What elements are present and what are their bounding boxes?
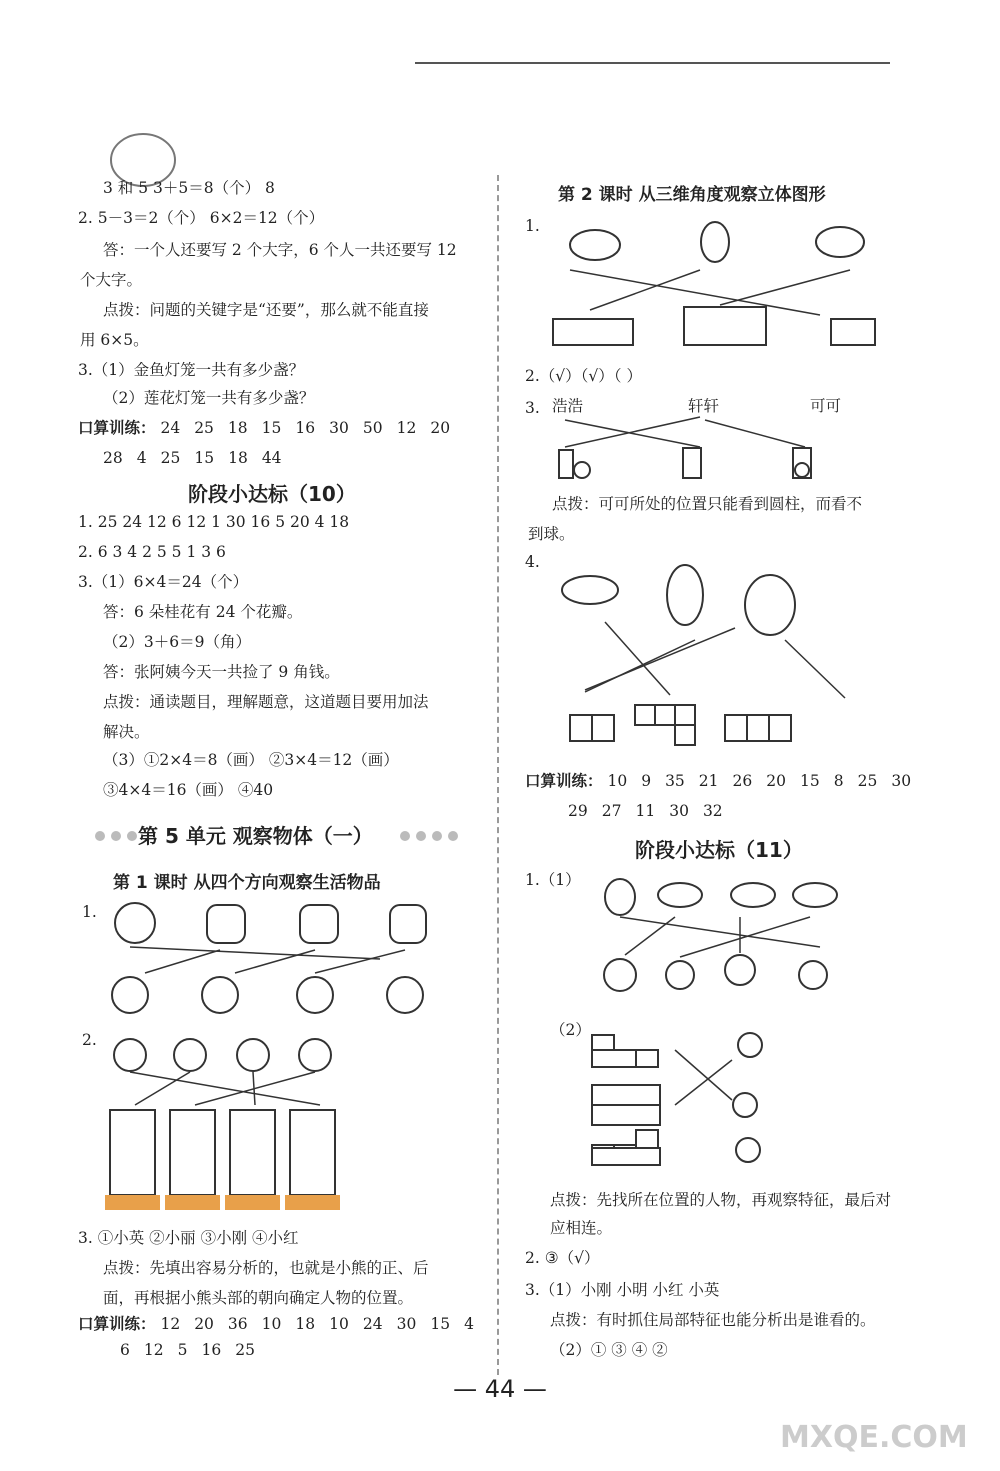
oral-value: 8 xyxy=(833,772,844,790)
lesson2-q1: 1. xyxy=(525,217,540,235)
stage11-tip3: 点拨：有时抓住局部特征也能分析出是谁看的。 xyxy=(550,1311,876,1329)
q2-answer: 答：一个人还要写 2 个大字，6 个人一共还要写 12 xyxy=(103,241,457,259)
lesson2-q3-figure xyxy=(555,415,815,480)
oral-value: 24 xyxy=(362,1315,383,1333)
stage10-q3-3b: ③4×4＝16（画） ④40 xyxy=(103,781,274,799)
stage10-tip: 点拨：通读题目，理解题意，这道题目要用加法 xyxy=(103,693,429,711)
q2-calc: 2. 5－3＝2（个） 6×2＝12（个） xyxy=(78,209,325,227)
oral-value: 4 xyxy=(136,449,147,467)
name-keke: 可可 xyxy=(810,397,842,415)
oral-value: 15 xyxy=(800,772,820,790)
oral-value: 16 xyxy=(295,419,316,437)
oral-value: 35 xyxy=(665,772,685,790)
lesson2-oral-label: 口算训练： xyxy=(525,772,603,790)
oral-value: 50 xyxy=(362,419,383,437)
oral-value: 30 xyxy=(891,772,912,790)
oral-value: 5 xyxy=(177,1341,188,1359)
lesson2-tip: 点拨：可可所处的位置只能看到圆柱，而看不 xyxy=(552,495,863,513)
oral-value: 12 xyxy=(143,1341,164,1359)
oral-value: 15 xyxy=(261,419,282,437)
oral-value: 10 xyxy=(261,1315,282,1333)
oral-value: 21 xyxy=(698,772,719,790)
oral-calc-label: 口算训练： xyxy=(78,419,156,437)
stage-title-10: 阶段小达标（10） xyxy=(188,482,356,506)
oral-value: 15 xyxy=(430,1315,451,1333)
oral-value: 24 xyxy=(160,419,181,437)
watermark-text: MXQE.COM xyxy=(780,1420,968,1455)
oral-value: 25 xyxy=(194,419,214,437)
lesson1-oral-label: 口算训练： xyxy=(78,1315,156,1333)
unit-title: 第 5 单元 观察物体（一） xyxy=(138,824,373,848)
lesson2-oral-values xyxy=(607,772,925,790)
lesson1-q3: 3. ①小英 ②小丽 ③小刚 ④小红 xyxy=(78,1229,299,1247)
oral-calc-values-2 xyxy=(103,448,296,468)
lesson2-q4: 4. xyxy=(525,553,540,571)
stage10-q1: 1. 25 24 12 6 12 1 30 16 5 20 4 18 xyxy=(78,513,350,531)
oral-value: 4 xyxy=(464,1315,474,1333)
oral-value: 10 xyxy=(329,1315,349,1333)
oral-value: 20 xyxy=(430,419,451,437)
shape-rect-2 xyxy=(683,306,767,346)
lesson1-q1: 1. xyxy=(82,903,97,921)
lesson1-oral-values-2 xyxy=(120,1340,269,1360)
stage10-q3-ans2: 答：张阿姨今天一共捡了 9 角钱。 xyxy=(103,663,340,681)
stage10-tip-cont: 解决。 xyxy=(103,723,150,741)
q2-tip: 点拨：问题的关键字是“还要”，那么就不能直接 xyxy=(103,301,429,319)
unit-dots-right xyxy=(400,826,464,845)
oral-value: 20 xyxy=(766,772,786,790)
stage11-q1-2-figure xyxy=(590,1030,780,1175)
stage11-q1-1: 1.（1） xyxy=(525,871,581,889)
q3-part2: （2）莲花灯笼一共有多少盏？ xyxy=(103,389,315,407)
oral-value: 18 xyxy=(227,419,248,437)
stage10-q3-ans: 答：6 朵桂花有 24 个花瓣。 xyxy=(103,603,303,621)
q2-answer-cont: 个大字。 xyxy=(80,271,143,289)
oral-value: 15 xyxy=(194,449,215,467)
oral-value: 30 xyxy=(396,1315,417,1333)
lesson2-oral xyxy=(525,771,925,791)
oral-value: 18 xyxy=(228,449,248,467)
stage10-q3-1: 3.（1）6×4＝24（个） xyxy=(78,573,249,591)
lesson2-q4-figure xyxy=(555,560,885,750)
line-3he5: 3 和 5 3＋5＝8（个） 8 xyxy=(103,179,275,197)
stage11-q3: 3.（1）小刚 小明 小红 小英 xyxy=(525,1281,720,1299)
oral-value: 12 xyxy=(160,1315,181,1333)
lesson2-title: 第 2 课时 从三维角度观察立体图形 xyxy=(558,185,826,205)
stage11-q1-2: （2） xyxy=(550,1021,591,1039)
lesson1-oral xyxy=(78,1314,488,1334)
name-haohao: 浩浩 xyxy=(552,397,584,415)
oral-value: 36 xyxy=(227,1315,248,1333)
page-number: — 44 — xyxy=(453,1375,547,1403)
column-divider xyxy=(497,175,499,1375)
lesson1-oral-values xyxy=(160,1315,487,1333)
stage10-q3-3: （3）①2×4＝8（画） ②3×4＝12（画） xyxy=(103,751,399,769)
oral-value: 10 xyxy=(607,772,628,790)
stage11-q1-figure xyxy=(595,875,845,1000)
oral-value: 27 xyxy=(601,802,622,820)
stage11-q2: 2. ③（√） xyxy=(525,1249,600,1267)
shape-rect-3 xyxy=(830,318,876,346)
lesson1-q2-figure xyxy=(105,1030,365,1210)
oral-value: 16 xyxy=(201,1341,222,1359)
lesson2-oral-values-2 xyxy=(568,801,737,821)
stage11-tip: 点拨：先找所在位置的人物，再观察特征，最后对 xyxy=(550,1191,892,1209)
oral-value: 29 xyxy=(568,802,588,820)
stage10-q3-2: （2）3＋6＝9（角） xyxy=(103,633,251,651)
oral-value: 11 xyxy=(635,802,656,820)
oral-value: 20 xyxy=(194,1315,214,1333)
lesson2-tip-cont: 到球。 xyxy=(528,525,575,543)
oral-value: 25 xyxy=(857,772,878,790)
lesson1-q2: 2. xyxy=(82,1031,97,1049)
oral-value: 12 xyxy=(396,419,417,437)
oral-value: 26 xyxy=(732,772,753,790)
oral-calc-1 xyxy=(78,418,464,438)
oral-value: 32 xyxy=(702,802,723,820)
header-rule xyxy=(415,62,890,64)
stage11-q3-2: （2）① ③ ④ ② xyxy=(550,1341,668,1359)
oral-value: 18 xyxy=(295,1315,316,1333)
oral-value: 28 xyxy=(103,449,123,467)
oral-value: 6 xyxy=(120,1341,130,1359)
oral-value: 30 xyxy=(669,802,689,820)
oral-value: 44 xyxy=(261,449,282,467)
oral-value: 25 xyxy=(160,449,181,467)
lesson1-q1-figure xyxy=(110,895,450,1025)
lesson1-title: 第 1 课时 从四个方向观察生活物品 xyxy=(113,873,381,893)
shape-rect-1 xyxy=(552,318,634,346)
q2-tip-cont: 用 6×5。 xyxy=(80,331,149,349)
oral-calc-values xyxy=(160,419,464,437)
q3-part1: 3.（1）金鱼灯笼一共有多少盏？ xyxy=(78,361,305,379)
oral-value: 25 xyxy=(235,1341,255,1359)
lesson2-q3: 3. xyxy=(525,399,540,417)
stage10-q2: 2. 6 3 4 2 5 5 1 3 6 xyxy=(78,543,226,561)
oral-value: 30 xyxy=(329,419,349,437)
stage-title-11: 阶段小达标（11） xyxy=(635,838,803,862)
lesson1-tip: 点拨：先填出容易分析的，也就是小熊的正、后 xyxy=(103,1259,429,1277)
lesson2-q2: 2.（√）（√）（ ） xyxy=(525,367,642,385)
oral-value: 9 xyxy=(641,772,652,790)
unit-dots-left xyxy=(95,826,143,845)
stage11-tip-cont: 应相连。 xyxy=(550,1219,613,1237)
lesson1-tip-cont: 面，再根据小熊头部的朝向确定人物的位置。 xyxy=(103,1289,414,1307)
name-xuanxuan: 轩轩 xyxy=(688,397,720,415)
